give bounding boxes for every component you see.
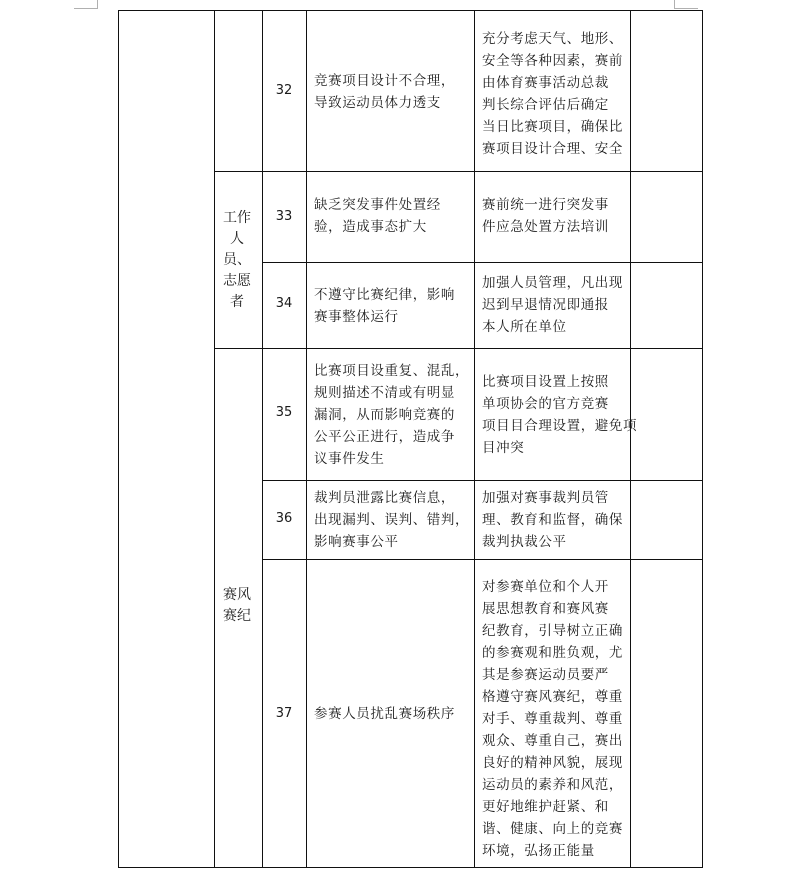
row-divider-36-37 [262,559,703,560]
control-measure [482,487,623,553]
text-line: 由体育赛事活动总裁 [482,75,609,91]
text-line: 迟到早退情况即通报 [482,297,609,313]
text-line: 件应急处置方法培训 [482,219,609,235]
row-divider-34-35 [214,348,703,349]
control-measure [482,371,637,459]
text-line: 裁判执裁公平 [482,534,567,550]
category-line: 志愿 [223,273,251,289]
table-col-divider-3 [306,10,307,868]
text-line: 其是参赛运动员要严 [482,667,609,683]
text-line: 展思想教育和赛风赛 [482,601,609,617]
text-line: 环境，弘扬正能量 [482,843,595,859]
text-line: 出现漏判、误判、错判， [314,512,470,528]
text-line: 漏洞，从而影响竞赛的 [314,407,455,423]
text-line: 加强人员管理，凡出现 [482,275,623,291]
row-divider-35-36 [262,480,703,481]
crop-mark-right-h [674,8,698,9]
text-line: 加强对赛事裁判员管 [482,490,609,506]
text-line: 验，造成事态扩大 [314,219,427,235]
category-line: 工作 [223,210,251,226]
category-competition-discipline [217,585,257,627]
risk-description [314,487,469,553]
text-line: 安全等各种因素，赛前 [482,53,623,69]
category-staff-volunteers [217,208,257,313]
text-line: 导致运动员体力透支 [314,95,441,111]
text-line: 当日比赛项目，确保比 [482,119,623,135]
text-line: 赛前统一进行突发事 [482,197,609,213]
text-line: 更好地维护赶紧、和 [482,799,609,815]
table-border-top [118,10,703,11]
text-line: 运动员的素养和风范， [482,777,623,793]
text-line: 比赛项目设置上按照 [482,374,609,390]
category-line: 者 [230,294,244,310]
row-number: 32 [275,83,293,98]
row-number: 36 [275,511,293,526]
crop-mark-left-h [74,8,98,9]
text-line: 判长综合评估后确定 [482,97,609,113]
row-number: 34 [275,296,293,311]
category-line: 赛风 [223,587,251,603]
text-line: 谐、健康、向上的竞赛 [482,821,623,837]
table-border-bottom [118,867,703,868]
table-border-right [702,10,703,868]
control-measure [482,194,609,238]
text-line: 公平公正进行，造成争 [314,429,455,445]
row-number: 37 [275,706,293,721]
table-col-divider-2 [262,10,263,868]
text-line: 本人所在单位 [482,319,567,335]
row-number: 35 [275,405,293,420]
text-line: 影响赛事公平 [314,534,399,550]
text-line: 参赛人员扰乱赛场秩序 [314,706,455,722]
table-col-divider-1 [214,10,215,868]
table-border-left [118,10,119,868]
control-measure [482,28,623,160]
row-number: 33 [275,209,293,224]
row-divider-32-33 [214,171,703,172]
text-line: 竞赛项目设计不合理， [314,73,455,89]
text-line: 的参赛观和胜负观，尤 [482,645,623,661]
text-line: 比赛项目设重复、混乱， [314,363,470,379]
text-line: 对参赛单位和个人开 [482,579,609,595]
text-line: 赛项目设计合理、安全 [482,141,623,157]
text-line: 观众、尊重自己，赛出 [482,733,623,749]
text-line: 对手、尊重裁判、尊重 [482,711,623,727]
control-measure [482,576,623,862]
risk-description [314,703,455,725]
text-line: 赛事整体运行 [314,309,399,325]
text-line: 裁判员泄露比赛信息， [314,490,455,506]
text-line: 规则描述不清或有明显 [314,385,455,401]
text-line: 议事件发生 [314,451,385,467]
risk-description [314,360,469,470]
risk-description [314,70,455,114]
risk-description [314,284,455,328]
text-line: 不遵守比赛纪律，影响 [314,287,455,303]
text-line: 目冲突 [482,440,525,456]
row-divider-33-34 [262,262,703,263]
category-line: 员、 [223,252,251,268]
table-col-divider-4 [474,10,475,868]
text-line: 缺乏突发事件处置经 [314,197,441,213]
text-line: 项目目合理设置，避免项 [482,418,638,434]
text-line: 单项协会的官方竞赛 [482,396,609,412]
category-line: 赛纪 [223,608,251,624]
text-line: 充分考虑天气、地形、 [482,31,623,47]
risk-description [314,194,441,238]
text-line: 良好的精神风貌，展现 [482,755,623,771]
text-line: 理、教育和监督，确保 [482,512,623,528]
category-line: 人 [230,231,244,247]
control-measure [482,272,623,338]
text-line: 纪教育，引导树立正确 [482,623,623,639]
text-line: 格遵守赛风赛纪，尊重 [482,689,623,705]
